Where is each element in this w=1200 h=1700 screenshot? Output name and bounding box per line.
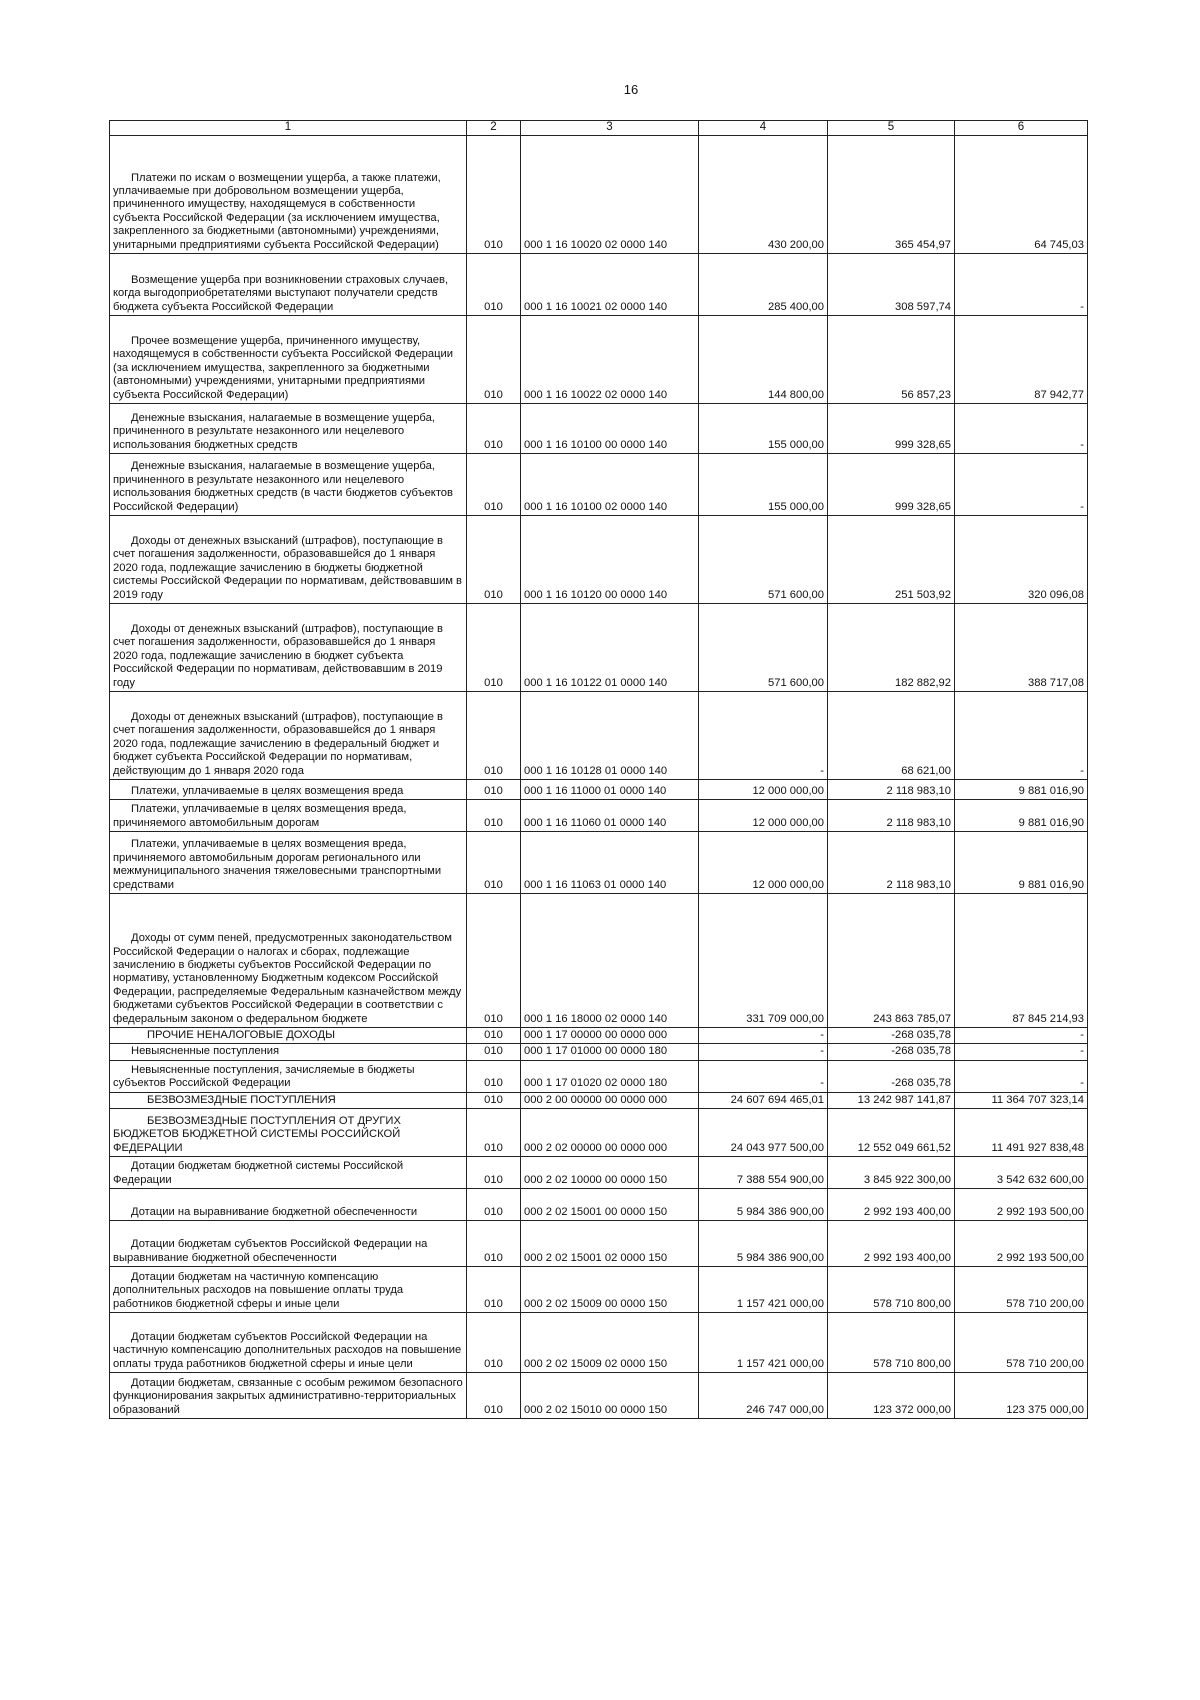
- table-row: [110, 1028, 1088, 1044]
- indicator-name-text: Невыясненные поступления: [131, 1045, 280, 1058]
- executed-amount: 68 621,00: [828, 692, 955, 780]
- executed-amount: 2 992 193 400,00: [828, 1189, 955, 1221]
- approved-amount: 1 157 421 000,00: [699, 1267, 828, 1313]
- approved-amount: 285 400,00: [699, 254, 828, 316]
- indicator-name: [110, 1373, 467, 1419]
- table-row: [110, 604, 1088, 692]
- column-header-2: 2: [467, 121, 521, 136]
- unexecuted-amount: 9 881 016,90: [955, 800, 1088, 832]
- page-number: 16: [623, 82, 639, 97]
- approved-amount: 12 000 000,00: [699, 832, 828, 894]
- approved-amount: 12 000 000,00: [699, 780, 828, 800]
- executed-amount: 578 710 800,00: [828, 1313, 955, 1373]
- approved-amount: -: [699, 1044, 828, 1060]
- line-code: 010: [467, 1060, 521, 1092]
- indicator-name-text: Платежи, уплачиваемые в целях возмещения вреда, причиняемого автомобильным дорогам: [113, 803, 407, 829]
- table-row: [110, 1313, 1088, 1373]
- indicator-name-text: БЕЗВОЗМЕЗДНЫЕ ПОСТУПЛЕНИЯ ОТ ДРУГИХ БЮДЖЕТОВ БЮДЖЕТНОЙ СИСТЕМЫ РОССИЙСКОЙ ФЕДЕРАЦИИ: [113, 1115, 401, 1154]
- executed-amount: -268 035,78: [828, 1028, 955, 1044]
- executed-amount: 56 857,23: [828, 316, 955, 404]
- approved-amount: 5 984 386 900,00: [699, 1189, 828, 1221]
- line-code: 010: [467, 1028, 521, 1044]
- column-header-5: 5: [828, 121, 955, 136]
- budget-classification-code: 000 1 16 10100 02 0000 140: [521, 454, 699, 516]
- approved-amount: 12 000 000,00: [699, 800, 828, 832]
- executed-amount: 2 118 983,10: [828, 780, 955, 800]
- indicator-name: [110, 254, 467, 316]
- approved-amount: 571 600,00: [699, 604, 828, 692]
- indicator-name-text: Дотации бюджетам бюджетной системы Российской Федерации: [113, 1160, 404, 1186]
- approved-amount: 331 709 000,00: [699, 894, 828, 1028]
- executed-amount: -268 035,78: [828, 1060, 955, 1092]
- table-body: [110, 136, 1088, 1419]
- budget-classification-code: 000 1 16 10100 00 0000 140: [521, 404, 699, 454]
- line-code: 010: [467, 604, 521, 692]
- budget-classification-code: 000 2 02 15009 00 0000 150: [521, 1267, 699, 1313]
- unexecuted-amount: 3 542 632 600,00: [955, 1157, 1088, 1189]
- executed-amount: 999 328,65: [828, 404, 955, 454]
- indicator-name-text: Денежные взыскания, налагаемые в возмещение ущерба, причиненного в результате незаконного или нецелевого использования бюджетных средств: [113, 411, 435, 451]
- indicator-name: [110, 1313, 467, 1373]
- indicator-name-text: Доходы от сумм пеней, предусмотренных законодательством Российской Федерации о налогах и сборах, подлежащие зачислению в бюджеты субъектов Российской Федерации по нормативу, установленному Бюджетным кодексом Российской Федерации, распределяемые Федеральным казначейством между бюджетами субъектов Российской Федерации в соответствии с федеральным законом о федеральном бюджете: [113, 932, 462, 1025]
- unexecuted-amount: -: [955, 692, 1088, 780]
- unexecuted-amount: 11 364 707 323,14: [955, 1092, 1088, 1108]
- indicator-name: [110, 692, 467, 780]
- indicator-name-text: Платежи, уплачиваемые в целях возмещения вреда, причиняемого автомобильным дорогам регионального или межмуниципального значения тяжеловесными транспортными средствами: [113, 838, 442, 891]
- budget-classification-code: 000 2 02 15010 00 0000 150: [521, 1373, 699, 1419]
- indicator-name: [110, 1092, 467, 1108]
- indicator-name: [110, 894, 467, 1028]
- indicator-name-text: Невыясненные поступления, зачисляемые в бюджеты субъектов Российской Федерации: [113, 1064, 415, 1090]
- budget-classification-code: 000 1 16 10122 01 0000 140: [521, 604, 699, 692]
- approved-amount: 246 747 000,00: [699, 1373, 828, 1419]
- approved-amount: 24 607 694 465,01: [699, 1092, 828, 1108]
- table-row: [110, 780, 1088, 800]
- approved-amount: 155 000,00: [699, 454, 828, 516]
- unexecuted-amount: 578 710 200,00: [955, 1313, 1088, 1373]
- indicator-name: [110, 1044, 467, 1060]
- executed-amount: 12 552 049 661,52: [828, 1109, 955, 1157]
- budget-classification-code: 000 1 16 10020 02 0000 140: [521, 136, 699, 254]
- line-code: 010: [467, 1221, 521, 1267]
- approved-amount: 144 800,00: [699, 316, 828, 404]
- indicator-name-text: Возмещение ущерба при возникновении страховых случаев, когда выгодоприобретателями выступают получатели средств бюджета субъекта Российской Федерации: [113, 273, 449, 313]
- approved-amount: 1 157 421 000,00: [699, 1313, 828, 1373]
- budget-classification-code: 000 1 17 00000 00 0000 000: [521, 1028, 699, 1044]
- indicator-name: [110, 516, 467, 604]
- unexecuted-amount: 123 375 000,00: [955, 1373, 1088, 1419]
- budget-classification-code: 000 1 17 01000 00 0000 180: [521, 1044, 699, 1060]
- table-row: [110, 1189, 1088, 1221]
- indicator-name-text: Доходы от денежных взысканий (штрафов), поступающие в счет погашения задолженности, образовавшейся до 1 января 2020 года, подлежащие зачислению в бюджеты бюджетной системы Российской Федерации по нормативам, действовавшим в 2019 году: [113, 534, 462, 601]
- line-code: 010: [467, 516, 521, 604]
- table-row: [110, 832, 1088, 894]
- unexecuted-amount: 2 992 193 500,00: [955, 1221, 1088, 1267]
- indicator-name-text: Доходы от денежных взысканий (штрафов), поступающие в счет погашения задолженности, образовавшейся до 1 января 2020 года, подлежащие зачислению в федеральный бюджет и бюджет субъекта Российской Федерации по нормативам, действующим до 1 января 2020 года: [113, 710, 443, 777]
- table-row: [110, 1267, 1088, 1313]
- approved-amount: 571 600,00: [699, 516, 828, 604]
- executed-amount: 2 992 193 400,00: [828, 1221, 955, 1267]
- indicator-name: [110, 1189, 467, 1221]
- indicator-name-text: Прочее возмещение ущерба, причиненного имуществу, находящемуся в собственности субъекта Российской Федерации (за исключением имущества, закрепленного за бюджетными (автономными) учреждениями, унитарными предприятиями субъекта Российской Федерации): [113, 334, 454, 401]
- table-row: [110, 454, 1088, 516]
- indicator-name-text: Доходы от денежных взысканий (штрафов), поступающие в счет погашения задолженности, образовавшейся до 1 января 2020 года, подлежащие зачислению в бюджет субъекта Российской Федерации по нормативам, действовавшим в 2019 году: [113, 622, 443, 689]
- budget-classification-code: 000 1 16 11060 01 0000 140: [521, 800, 699, 832]
- unexecuted-amount: 87 845 214,93: [955, 894, 1088, 1028]
- indicator-name: [110, 800, 467, 832]
- line-code: 010: [467, 136, 521, 254]
- table-row: [110, 1044, 1088, 1060]
- table-row: [110, 1109, 1088, 1157]
- line-code: 010: [467, 780, 521, 800]
- unexecuted-amount: -: [955, 1060, 1088, 1092]
- budget-classification-code: 000 1 16 11000 01 0000 140: [521, 780, 699, 800]
- table-row: [110, 800, 1088, 832]
- line-code: 010: [467, 1189, 521, 1221]
- indicator-name-text: Дотации бюджетам субъектов Российской Федерации на выравнивание бюджетной обеспеченности: [113, 1238, 428, 1264]
- executed-amount: -268 035,78: [828, 1044, 955, 1060]
- unexecuted-amount: -: [955, 454, 1088, 516]
- indicator-name: [110, 136, 467, 254]
- budget-classification-code: 000 1 16 10021 02 0000 140: [521, 254, 699, 316]
- budget-classification-code: 000 2 02 15001 00 0000 150: [521, 1189, 699, 1221]
- table-row: [110, 1373, 1088, 1419]
- budget-classification-code: 000 1 16 11063 01 0000 140: [521, 832, 699, 894]
- indicator-name-text: Дотации бюджетам субъектов Российской Федерации на частичную компенсацию дополнительных расходов на повышение оплаты труда работников бюджетной сферы и иные цели: [113, 1331, 462, 1370]
- indicator-name: [110, 316, 467, 404]
- executed-amount: 2 118 983,10: [828, 800, 955, 832]
- line-code: 010: [467, 1109, 521, 1157]
- line-code: 010: [467, 316, 521, 404]
- indicator-name: [110, 404, 467, 454]
- line-code: 010: [467, 1044, 521, 1060]
- unexecuted-amount: 320 096,08: [955, 516, 1088, 604]
- approved-amount: 5 984 386 900,00: [699, 1221, 828, 1267]
- approved-amount: -: [699, 1028, 828, 1044]
- executed-amount: 578 710 800,00: [828, 1267, 955, 1313]
- executed-amount: 13 242 987 141,87: [828, 1092, 955, 1108]
- indicator-name: [110, 832, 467, 894]
- column-number-row: [110, 121, 1088, 136]
- line-code: 010: [467, 254, 521, 316]
- budget-classification-code: 000 1 16 18000 02 0000 140: [521, 894, 699, 1028]
- table-row: [110, 1157, 1088, 1189]
- line-code: 010: [467, 894, 521, 1028]
- unexecuted-amount: 64 745,03: [955, 136, 1088, 254]
- executed-amount: 308 597,74: [828, 254, 955, 316]
- approved-amount: -: [699, 1060, 828, 1092]
- executed-amount: 999 328,65: [828, 454, 955, 516]
- budget-classification-code: 000 2 02 10000 00 0000 150: [521, 1157, 699, 1189]
- unexecuted-amount: 9 881 016,90: [955, 832, 1088, 894]
- budget-classification-code: 000 2 02 15009 02 0000 150: [521, 1313, 699, 1373]
- approved-amount: 155 000,00: [699, 404, 828, 454]
- indicator-name-text: Дотации на выравнивание бюджетной обеспеченности: [131, 1205, 418, 1218]
- indicator-name-text: БЕЗВОЗМЕЗДНЫЕ ПОСТУПЛЕНИЯ: [147, 1093, 336, 1106]
- table-row: [110, 1060, 1088, 1092]
- approved-amount: 24 043 977 500,00: [699, 1109, 828, 1157]
- budget-table: [109, 120, 1088, 1419]
- table-row: [110, 254, 1088, 316]
- table-row: [110, 404, 1088, 454]
- column-header-3: 3: [521, 121, 699, 136]
- unexecuted-amount: 87 942,77: [955, 316, 1088, 404]
- executed-amount: 243 863 785,07: [828, 894, 955, 1028]
- budget-classification-code: 000 1 17 01020 02 0000 180: [521, 1060, 699, 1092]
- budget-classification-code: 000 2 02 15001 02 0000 150: [521, 1221, 699, 1267]
- table-row: [110, 1092, 1088, 1108]
- executed-amount: 251 503,92: [828, 516, 955, 604]
- unexecuted-amount: -: [955, 1044, 1088, 1060]
- indicator-name-text: Денежные взыскания, налагаемые в возмещение ущерба, причиненного в результате незаконного или нецелевого использования бюджетных средств (в части бюджетов субъектов Российской Федерации): [113, 460, 453, 513]
- unexecuted-amount: 388 717,08: [955, 604, 1088, 692]
- line-code: 010: [467, 832, 521, 894]
- indicator-name-text: Платежи по искам о возмещении ущерба, а также платежи, уплачиваемые при добровольном возмещении ущерба, причиненного имуществу, находящемуся в собственности субъекта Российской Федерации (за исключением имущества, закрепленного за бюджетными (автономными) учреждениями, унитарными предприятиями субъекта Российской Федерации): [113, 171, 441, 251]
- budget-classification-code: 000 2 02 00000 00 0000 000: [521, 1109, 699, 1157]
- line-code: 010: [467, 800, 521, 832]
- indicator-name: [110, 1028, 467, 1044]
- indicator-name: [110, 1221, 467, 1267]
- indicator-name: [110, 604, 467, 692]
- indicator-name: [110, 780, 467, 800]
- unexecuted-amount: 578 710 200,00: [955, 1267, 1088, 1313]
- line-code: 010: [467, 692, 521, 780]
- executed-amount: 182 882,92: [828, 604, 955, 692]
- unexecuted-amount: -: [955, 1028, 1088, 1044]
- indicator-name: [110, 1157, 467, 1189]
- line-code: 010: [467, 454, 521, 516]
- line-code: 010: [467, 1373, 521, 1419]
- indicator-name: [110, 454, 467, 516]
- table-row: [110, 516, 1088, 604]
- column-header-4: 4: [699, 121, 828, 136]
- budget-classification-code: 000 1 16 10120 00 0000 140: [521, 516, 699, 604]
- executed-amount: 3 845 922 300,00: [828, 1157, 955, 1189]
- column-header-6: 6: [955, 121, 1088, 136]
- approved-amount: -: [699, 692, 828, 780]
- indicator-name-text: ПРОЧИЕ НЕНАЛОГОВЫЕ ДОХОДЫ: [147, 1029, 336, 1041]
- unexecuted-amount: 9 881 016,90: [955, 780, 1088, 800]
- column-header-1: 1: [110, 121, 467, 136]
- unexecuted-amount: 2 992 193 500,00: [955, 1189, 1088, 1221]
- unexecuted-amount: -: [955, 404, 1088, 454]
- indicator-name-text: Дотации бюджетам, связанные с особым режимом безопасного функционирования закрытых административно-территориальных образований: [113, 1377, 463, 1416]
- line-code: 010: [467, 1157, 521, 1189]
- unexecuted-amount: 11 491 927 838,48: [955, 1109, 1088, 1157]
- executed-amount: 123 372 000,00: [828, 1373, 955, 1419]
- executed-amount: 365 454,97: [828, 136, 955, 254]
- line-code: 010: [467, 404, 521, 454]
- unexecuted-amount: -: [955, 254, 1088, 316]
- budget-classification-code: 000 1 16 10022 02 0000 140: [521, 316, 699, 404]
- line-code: 010: [467, 1313, 521, 1373]
- budget-classification-code: 000 2 00 00000 00 0000 000: [521, 1092, 699, 1108]
- indicator-name: [110, 1267, 467, 1313]
- line-code: 010: [467, 1267, 521, 1313]
- executed-amount: 2 118 983,10: [828, 832, 955, 894]
- approved-amount: 7 388 554 900,00: [699, 1157, 828, 1189]
- table-row: [110, 894, 1088, 1028]
- line-code: 010: [467, 1092, 521, 1108]
- table-row: [110, 136, 1088, 254]
- approved-amount: 430 200,00: [699, 136, 828, 254]
- table-row: [110, 692, 1088, 780]
- table-row: [110, 316, 1088, 404]
- indicator-name-text: Дотации бюджетам на частичную компенсацию дополнительных расходов на повышение оплаты труда работников бюджетной сферы и иные цели: [113, 1271, 404, 1310]
- table-row: [110, 1221, 1088, 1267]
- indicator-name: [110, 1060, 467, 1092]
- indicator-name: [110, 1109, 467, 1157]
- indicator-name-text: Платежи, уплачиваемые в целях возмещения вреда: [131, 784, 404, 797]
- budget-classification-code: 000 1 16 10128 01 0000 140: [521, 692, 699, 780]
